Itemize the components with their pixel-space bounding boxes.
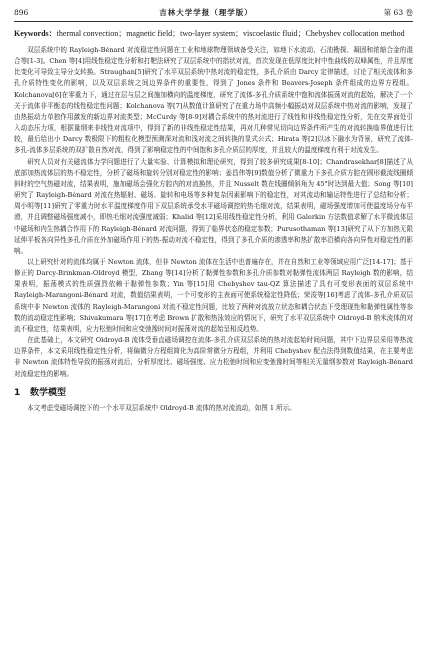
header-rule [14, 21, 413, 22]
keywords-label: Keywords： [14, 29, 57, 38]
volume-label: 第 63 卷 [383, 8, 413, 17]
section-heading [14, 387, 413, 399]
body-text [14, 45, 413, 380]
keywords-text: thermal convection；magnetic field；two-layer system；viscoelastic fluid；Chebyshev collocation method [56, 29, 405, 38]
journal-title: 吉林大学学报（理学版） [159, 8, 253, 17]
paragraph-2: 研究人员对有关磁流体力学问题进行了大量实验、计算模拟和理论研究，得到了较多研究成果[8-10]；Chandrasekhar[8]描述了从底部加热流体层的热不稳定性，分析了磁场和旋转分别对稳定性的影响；姜昌伟等[9]数值分析了微重力下多孔介质方腔在圆形截流线圈倾斜时的空气热磁对流，结果表明，施加磁场会强化方腔内的对流换热，并且 Nusselt 数在线圈倾斜角为 45°时达到最大值；Song 等[10]研究了 Rayleigh-Bénard 对流在热辐射、磁场、旋转和电场等多种复杂因素影响下的稳定性，对其流动和输运特性进行了总结和分析；周小明等[11]研究了零重力时水平温度梯度作用下双层系统承受水平磁场调控的热毛细对流，结果表明，磁场强度增加可使温度场分布平滑，并且调整磁场强度减小，即热毛细对流强度减弱；Khalid 等[12]采用线性稳定性分析，利用 Galerkin 方法数值求解了水平微流体层中磁场和内生热耦合作用下的 Rayleigh-Bénard 对流问题，得到了临界状态的稳定参数；Purusothaman 等[13]研究了从下方加热无限延伸平板各向异性多孔介质在外加磁场作用下的热-振动对流不稳定性，得到了多孔介质的渗透率和热扩散率沿横向各向异性对稳定性的影响。 [14, 157, 413, 255]
section-title: 数学模型 [30, 387, 67, 398]
paragraph-4: 在此基础上，本文研究 Oldroyd-B 流体受垂直磁场调控在流体-多孔介质双层系统的热对流起始时间问题，其中下边界层采用等热流边界条件，本文采用线性稳定性分析，将偏微分方程组简化为高阶常微分方程组，并利用 Chebyshev 配点法得到数值结果，在主要考虑非 Newton 流体特性导致的振荡对流后，分析厚度比、磁场强度、应力松弛时间和应变弛豫时间等相关无量纲参数对 Rayleigh-Bénard 对流稳定性的影响。 [14, 336, 413, 378]
section-number: 1 [14, 387, 21, 398]
page-number: 896 [14, 8, 29, 17]
keywords-line [14, 28, 413, 39]
paragraph-1: 双层系统中的 Rayleigh-Bénard 对流稳定性问题在工业和地球物理领域备受关注，如地下水流动、石油勘探、凝固和浓缩合金的混合等[1-3]。Chen 等[4]用线性稳定性分析和打靶法研究了双层系统中的指状对流，首次发现在低厚度比时中性曲线的双峰属性，并且厚度比变化可导致主导分支转换。Straughan[5]研究了水平双层系统中热对流的稳定性，多孔介质由 Darcy 定律描述，讨论了相关流体和多孔介质特性变化的影响，以及双层系统之间边界条件的重要性，得到了 Jones 条件和 Beavers-Joseph 条件组成的边界方程组。Kolchanova[6]在零重力下，通过在层与层之间施加横向的温度梯度，研究了流体-多孔介质系统中饱和流体振荡对流的起始，解决了一个关于流体非平衡态的线性稳定性问题；Kolchanova 等[7]从数值计算研究了在重力场中高频小幅振动对双层系统中热对流的影响，发现了由热振动力单独作用激发的新边界对流类型；McCurdy 等[8-9]对耦合系统中的热对流进行了线性和非线性稳定性分析，先在交界面处引入动态压力项，根据量纲来非线性对流项中，得到了新的非线性稳定性结果，再对几种常见切向边界条件所产生的对流转换临界值进行比较，最后给出小 Darcy 数极限下的粗粒化模型预测深对流和浅对流之间转换的显式公式；Hirata 等[2]以冰下融水为背景，研究了流体-多孔-流体多层系统的双扩散自然对流，得到了影响稳定性的中间饱和多孔介质层的厚度，并且较大的温度梯度有利于对流发生。 [14, 46, 413, 155]
section-intro-text: 本文考虑受磁场调控下的一个水平双层系统中 Oldroyd-B 流体的热对流流动，如图 1 所示。 [27, 403, 296, 412]
paragraph-3: 以上研究针对的流体均属于 Newton 流体，但非 Newton 流体在生活中也普遍存在，并在自然和工业等领域应用广泛[14-17]；基于修正的 Darcy-Brinkman-Oldroyd 模型，Zhang 等[14]分析了黏弹性参数和多孔介质参数对黏弹性流体两层 Rayleigh 数的影响，结果表明，振荡模式的性质强烈依赖于黏弹性参数；Yin 等[15]用 Chebyshev tau-QZ 算法描述了具有可变形表面的双层系统中 Rayleigh-Marangoni-Bénard 对流，数值结果表明，一个可变形的主表面可使系统稳定性降低；荣浚等[16]考虑了流体-多孔介质双层系统中非 Newton 流体的 Rayleigh-Marangoni 对流不稳定性问题，比较了两种对流放立状态和耦合状态下受理现性和黏弹性属性等参数的流动稳定性影响；Shivakumara 等[17]在考虑 Brown 扩散和热泳效应的情况下，研究了水平双层系统中 Oldroyd-B 纳米流体的对流不稳定性，结果表明，应力松弛时间和应变弛豫时间对振荡对流的起始呈相反趋势。 [14, 257, 413, 333]
running-header [14, 8, 413, 18]
